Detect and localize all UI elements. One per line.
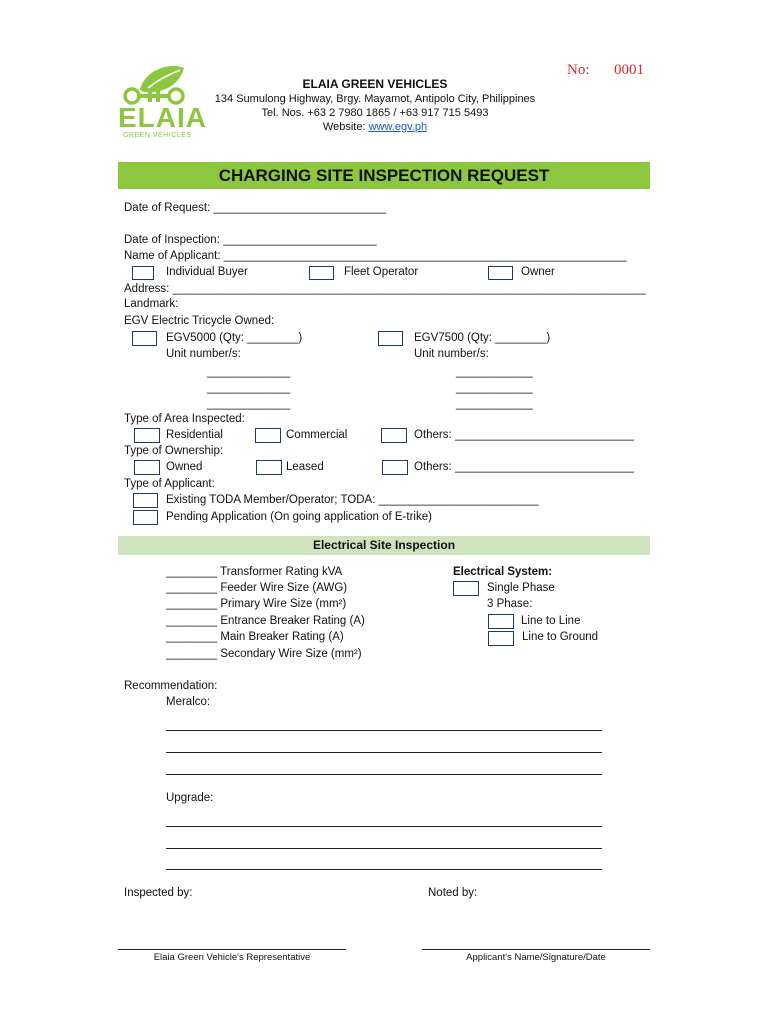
recommendation-label: Recommendation: [124,680,218,692]
unit-line-right-2[interactable]: ____________ [456,382,533,394]
checkbox-owner[interactable] [488,266,513,280]
electrical-item-feeder[interactable]: ________ Feeder Wire Size (AWG) [166,582,348,594]
logo-text: ELAIA [118,102,207,133]
unit-numbers-right-label: Unit number/s: [414,348,489,360]
unit-line-right-3[interactable]: ____________ [456,398,533,410]
meralco-label: Meralco: [166,696,211,708]
label-residential: Residential [166,429,223,441]
checkbox-pending-application[interactable] [133,510,158,525]
electrical-heading: Electrical Site Inspection [312,538,456,552]
checkbox-fleet-operator[interactable] [309,266,334,280]
logo-subtext: GREEN VEHICLES [123,132,192,139]
upgrade-line-1[interactable] [166,826,602,827]
applicant-signature-line[interactable] [422,949,650,950]
ownership-label: Type of Ownership: [124,445,224,457]
label-owner: Owner [521,266,555,278]
unit-line-left-3[interactable]: _____________ [207,398,291,410]
electrical-item-primary[interactable]: ________ Primary Wire Size (mm²) [166,598,347,610]
date-of-request[interactable]: Date of Request: ___________________________ [124,202,387,214]
label-ownership-others: Others: ____________________________ [414,461,634,473]
checkbox-commercial[interactable] [255,428,281,443]
label-pending-application: Pending Application (On going application of E-trike) [166,511,432,523]
electrical-item-entrance[interactable]: ________ Entrance Breaker Rating (A) [166,615,365,627]
unit-line-left-1[interactable]: _____________ [207,366,291,378]
checkbox-individual-buyer[interactable] [132,266,154,280]
meralco-line-1[interactable] [166,730,602,731]
electrical-system-label: Electrical System: [453,566,553,578]
applicant-caption: Applicant's Name/Signature/Date [466,952,606,963]
electrical-item-transformer[interactable]: ________ Transformer Rating kVA [166,566,343,578]
area-inspected-label: Type of Area Inspected: [124,413,245,425]
company-phones: Tel. Nos. +63 2 7980 1865 / +63 917 715 5493 [261,107,489,119]
form-title: CHARGING SITE INSPECTION REQUEST [218,166,550,185]
checkbox-owned[interactable] [134,460,160,475]
address-field[interactable]: Address: __________________________________________________________________________ [124,283,646,295]
date-of-inspection[interactable]: Date of Inspection: ________________________ [124,234,377,246]
label-line-to-line: Line to Line [521,615,581,627]
label-fleet-operator: Fleet Operator [344,266,419,278]
label-existing-toda: Existing TODA Member/Operator; TODA: _________________________ [166,494,539,506]
inspected-by-label: Inspected by: [124,887,193,899]
checkbox-line-to-line[interactable] [488,614,514,629]
meralco-line-2[interactable] [166,752,602,753]
checkbox-line-to-ground[interactable] [488,631,514,646]
checkbox-existing-toda[interactable] [133,493,158,508]
electrical-item-main-breaker[interactable]: ________ Main Breaker Rating (A) [166,631,344,643]
meralco-line-3[interactable] [166,774,602,775]
checkbox-egv7500[interactable] [378,331,403,346]
label-owned: Owned [166,461,203,473]
label-single-phase: Single Phase [487,582,555,594]
representative-caption: Elaia Green Vehicle's Representative [153,952,311,963]
checkbox-leased[interactable] [256,460,282,475]
checkbox-ownership-others[interactable] [382,460,408,475]
label-commercial: Commercial [286,429,348,441]
checkbox-single-phase[interactable] [453,581,479,596]
checkbox-egv5000[interactable] [132,331,157,346]
company-address: 134 Sumulong Highway, Brgy. Mayamot, Antipolo City, Philippines [214,93,536,105]
name-of-applicant[interactable]: Name of Applicant: _______________________________________________________________ [124,250,627,262]
label-egv5000: EGV5000 (Qty: ________) [166,332,303,344]
label-line-to-ground: Line to Ground [522,631,599,643]
tricycle-owned-label: EGV Electric Tricycle Owned: [124,315,275,327]
label-leased: Leased [286,461,324,473]
three-phase-label: 3 Phase: [487,598,533,610]
unit-line-right-1[interactable]: ____________ [456,366,533,378]
representative-signature-line[interactable] [118,949,346,950]
label-egv7500: EGV7500 (Qty: ________) [414,332,551,344]
landmark-label: Landmark: [124,298,179,310]
company-website-row [200,121,550,133]
unit-numbers-left-label: Unit number/s: [166,348,241,360]
website-label: Website: [322,121,366,133]
checkbox-residential[interactable] [134,428,160,443]
unit-line-left-2[interactable]: _____________ [207,382,291,394]
website-link[interactable]: www.egv.ph [368,121,428,133]
applicant-type-label: Type of Applicant: [124,478,215,490]
upgrade-line-2[interactable] [166,848,602,849]
form-number-label: No: [567,62,590,78]
label-individual-buyer: Individual Buyer [166,266,248,278]
upgrade-line-3[interactable] [166,869,602,870]
noted-by-label: Noted by: [428,887,478,899]
upgrade-label: Upgrade: [166,792,214,804]
label-area-others: Others: ____________________________ [414,429,634,441]
form-number-value: 0001 [614,62,644,78]
company-name: ELAIA GREEN VEHICLES [302,77,448,91]
checkbox-area-others[interactable] [381,428,407,443]
electrical-item-secondary[interactable]: ________ Secondary Wire Size (mm²) [166,648,362,660]
